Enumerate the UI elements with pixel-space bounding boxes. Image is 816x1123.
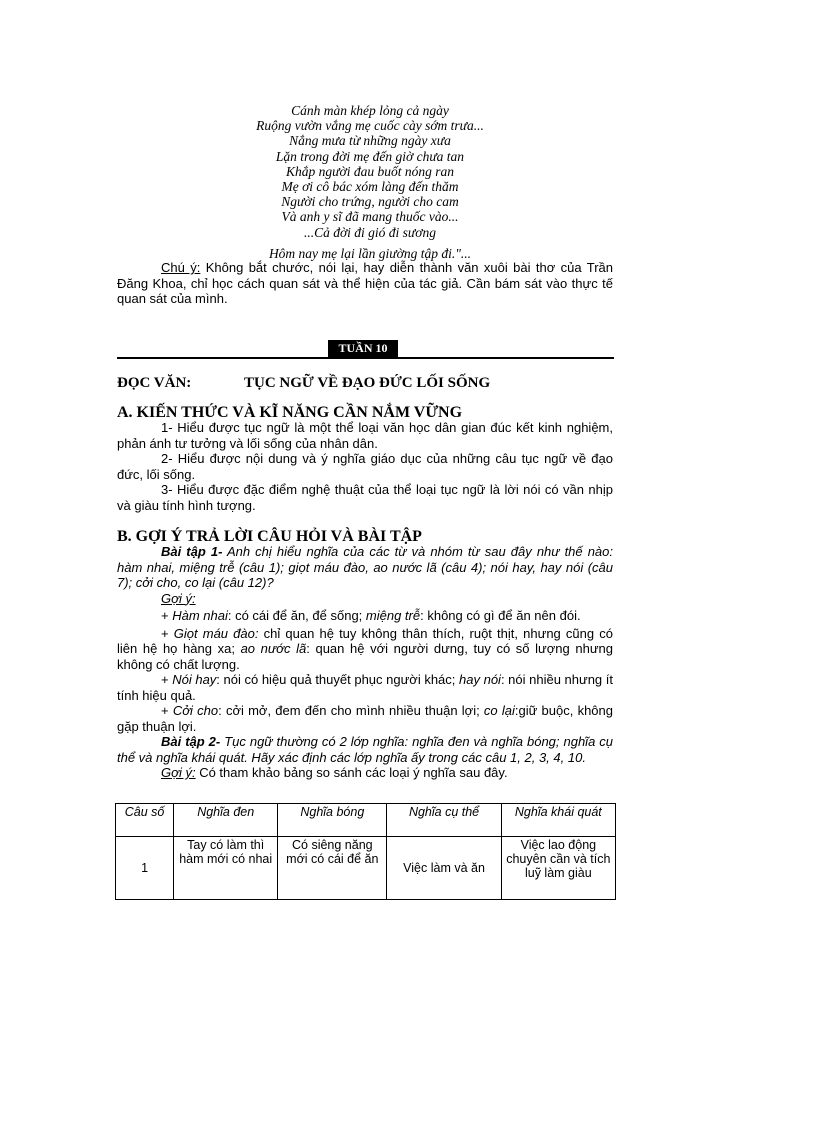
part-b-content (117, 544, 613, 781)
part-a-list (117, 420, 613, 513)
table-cell: Việc lao động chuyên cần và tích luỹ làm giàu (501, 837, 615, 900)
answer-item: + Cởi cho: cởi mở, đem đến cho mình nhiều thuận lợi; co lại:giữ buộc, không gặp thuận lợi. (117, 703, 613, 734)
poem-last-line: Hôm nay mẹ lại lần giường tập đi."... (268, 245, 472, 261)
table-cell: 1 (116, 837, 174, 900)
list-item: 1- Hiểu được tục ngữ là một thể loại văn học dân gian đúc kết kinh nghiệm, phản ánh tư tưởng và lối sống của nhân dân. (117, 420, 613, 451)
answer-item: + Nói hay: nói có hiệu quả thuyết phục người khác; hay nói: nói nhiều nhưng ít tính hiệu quả. (117, 672, 613, 703)
poem-line: Khắp người đau buốt nóng ran (286, 163, 454, 179)
part-b-heading: B. GỢI Ý TRẢ LỜI CÂU HỎI VÀ BÀI TẬP (117, 528, 422, 545)
exercise-1-label: Bài tập 1- (161, 544, 223, 559)
section-heading (117, 375, 491, 392)
meaning-table (115, 803, 616, 900)
poem-line: Cánh màn khép lỏng cả ngày (291, 103, 449, 118)
exercise-1 (117, 544, 613, 591)
note-label: Chú ý: (161, 260, 201, 275)
week-badge: TUẦN 10 (328, 340, 398, 357)
note-paragraph (117, 260, 613, 307)
poem-line: ...Cả đời đi gió đi sương (303, 224, 437, 240)
answer-item: + Hàm nhai: có cái để ăn, để sống; miệng trễ: không có gì để ăn nên đói. (161, 608, 581, 623)
column-header: Nghĩa đen (174, 804, 278, 837)
exercise-2 (117, 734, 613, 765)
column-header: Nghĩa bóng (278, 804, 387, 837)
poem-line: Và anh y sĩ đã mang thuốc vào... (281, 209, 459, 225)
list-item: 2- Hiểu được nội dung và ý nghĩa giáo dục của những câu tục ngữ về đạo đức, lối sống. (117, 451, 613, 482)
poem-line: Ruộng vườn vắng mẹ cuốc cày sớm trưa... (256, 118, 484, 134)
column-header: Câu số (116, 804, 174, 837)
poem-line: Nắng mưa từ những ngày xưa (289, 133, 451, 149)
note-text: Không bắt chước, nói lại, hay diễn thành văn xuôi bài thơ của Trần Đăng Khoa, chỉ học cách quan sát và thể hiện của tác giả. Cần bám sát vào thực tế quan sát của mình. (117, 260, 613, 306)
table-cell: Có siêng năng mới có cái để ăn (278, 837, 387, 900)
part-a-heading: A. KIẾN THỨC VÀ KĨ NĂNG CẦN NẮM VỮNG (117, 404, 463, 421)
exercise-2-text: Tục ngữ thường có 2 lớp nghĩa: nghĩa đen và nghĩa bóng; nghĩa cụ thể và nghĩa khái quát. Hãy xác định các lớp nghĩa ấy trong các câu 1, 2, 3, 4, 10. (117, 734, 613, 765)
section-label: ĐỌC VĂN: (117, 375, 192, 391)
hint-label: Gợi ý: (161, 590, 196, 606)
table-row (116, 837, 616, 900)
poem (200, 103, 540, 261)
list-item: 3- Hiểu được đặc điểm nghệ thuật của thể loại tục ngữ là lời nói có vần nhịp và giàu tính hình tượng. (117, 482, 613, 513)
answer-item: + Giọt máu đào: chỉ quan hệ tuy không thân thích, ruột thịt, nhưng cũng có liên hệ họ hàng xa; ao nước lã: quan hệ với người dưng, tuy có số lượng nhưng không có chất lượng. (117, 625, 613, 672)
table-cell: Việc làm và ăn (387, 837, 501, 900)
section-title: TỤC NGỮ VỀ ĐẠO ĐỨC LỐI SỐNG (244, 375, 491, 391)
hint-2-label: Gợi ý: (161, 765, 196, 780)
column-header: Nghĩa khái quát (501, 804, 615, 837)
hint-2 (117, 765, 613, 781)
poem-line: Mẹ ơi cô bác xóm làng đến thăm (281, 179, 459, 195)
column-header: Nghĩa cụ thể (387, 804, 501, 837)
exercise-2-label: Bài tập 2- (161, 734, 221, 749)
horizontal-rule (117, 357, 614, 359)
poem-line: Lặn trong đời mẹ đến giờ chưa tan (275, 148, 465, 164)
exercise-1-text: Anh chị hiểu nghĩa của các từ và nhóm từ sau đây như thế nào: hàm nhai, miệng trễ (câu 1); giọt máu đào, ao nước lã (câu 4); nói hay, hay nói (câu 7); cởi cho, co lại (câu 12)? (117, 544, 614, 590)
poem-line: Người cho trứng, người cho cam (281, 194, 459, 210)
hint-2-text: Có tham khảo bảng so sánh các loại ý nghĩa sau đây. (195, 765, 508, 780)
table-cell: Tay có làm thì hàm mới có nhai (174, 837, 278, 900)
hint-1 (117, 591, 613, 607)
table-header-row (116, 804, 616, 837)
